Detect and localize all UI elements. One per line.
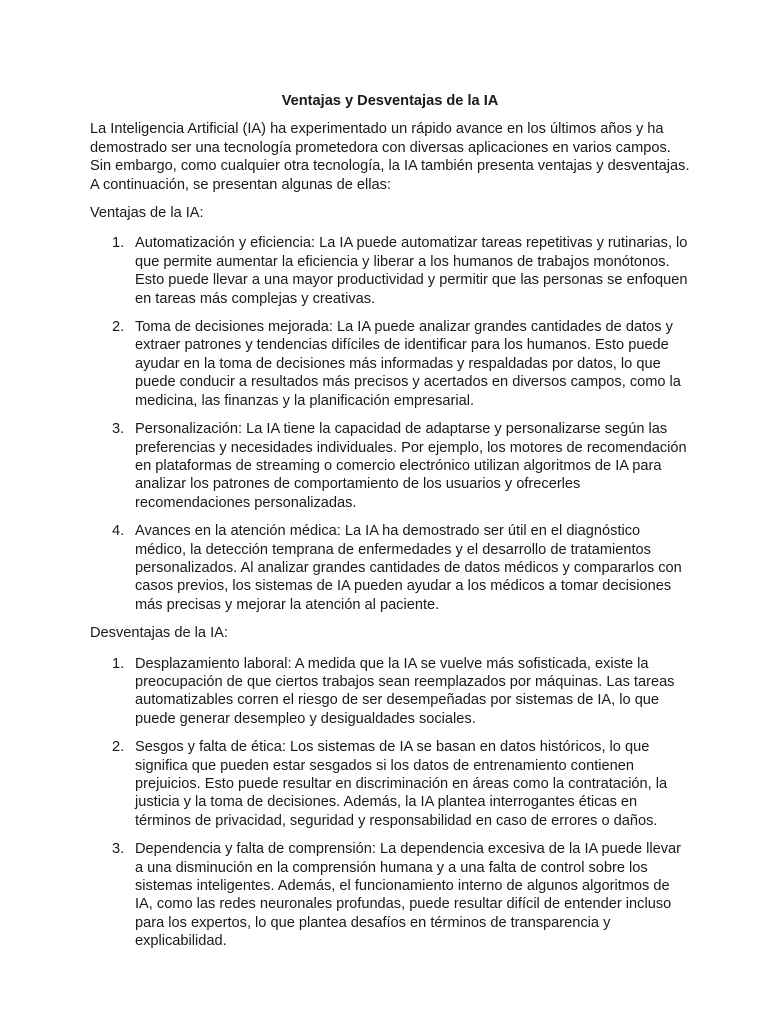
list-item-number: 2. xyxy=(112,319,125,336)
list-item-text: Toma de decisiones mejorada: La IA puede analizar grandes cantidades de datos y extraer patrones y tendencias difíciles de identificar para los humanos. Esto puede ayudar en la toma de decisiones más informadas y respaldadas por datos, lo que puede conducir a resultados más precisos y acertados en diversos campos, como la medicina, las finanzas y la planificación empresarial. xyxy=(135,319,681,409)
disadvantages-list xyxy=(90,655,690,951)
list-item xyxy=(90,318,690,410)
list-item-number: 4. xyxy=(112,523,125,540)
list-item-text: Automatización y eficiencia: La IA puede automatizar tareas repetitivas y rutinarias, lo que permite aumentar la eficiencia y liberar a los humanos de trabajos monótonos. Esto puede llevar a una mayor productividad y permitir que las personas se enfoquen en tareas más complejas y creativas. xyxy=(135,235,688,307)
list-item xyxy=(90,840,690,950)
advantages-heading: Ventajas de la IA: xyxy=(90,205,204,222)
intro-paragraph: La Inteligencia Artificial (IA) ha experimentado un rápido avance en los últimos años y ha demostrado ser una tecnología prometedora con diversas aplicaciones en varios campos. Sin embargo, como cualquier otra tecnología, la IA también presenta ventajas y desventajas. A continuación, se presentan algunas de ellas: xyxy=(90,121,690,193)
document-title: Ventajas y Desventajas de la IA xyxy=(281,93,499,109)
list-item xyxy=(90,522,690,614)
list-item-text: Dependencia y falta de comprensión: La dependencia excesiva de la IA puede llevar a una disminución en la comprensión humana y a una falta de control sobre los sistemas inteligentes. Además, el funcionamiento interno de algunos algoritmos de IA, como las redes neuronales profundas, puede resultar difícil de entender incluso para los expertos, lo que plantea desafíos en términos de transparencia y explicabilidad. xyxy=(135,841,682,950)
list-item-text: Personalización: La IA tiene la capacidad de adaptarse y personalizarse según las preferencias y necesidades individuales. Por ejemplo, los motores de recomendación en plataformas de streaming o comercio electrónico utilizan algoritmos de IA para analizar los patrones de comportamiento de los usuarios y ofrecerles recomendaciones personalizadas. xyxy=(135,421,687,511)
list-item-text: Sesgos y falta de ética: Los sistemas de IA se basan en datos históricos, lo que significa que pueden estar sesgados si los datos de entrenamiento contienen prejuicios. Esto puede resultar en discriminación en áreas como la contratación, la justicia y la toma de decisiones. Además, la IA plantea interrogantes éticas en términos de privacidad, seguridad y responsabilidad en caso de errores o daños. xyxy=(135,739,668,829)
list-item-text: Avances en la atención médica: La IA ha demostrado ser útil en el diagnóstico médico, la detección temprana de enfermedades y el desarrollo de tratamientos personalizados. Al analizar grandes cantidades de datos médicos y compararlos con casos previos, los sistemas de IA pueden ayudar a los médicos a tomar decisiones más precisas y mejorar la atención al paciente. xyxy=(135,523,682,613)
list-item xyxy=(90,234,690,308)
list-item xyxy=(90,655,690,729)
disadvantages-heading: Desventajas de la IA: xyxy=(90,625,228,642)
list-item-number: 3. xyxy=(112,421,125,438)
list-item-number: 1. xyxy=(112,235,125,252)
list-item-text: Desplazamiento laboral: A medida que la IA se vuelve más sofisticada, existe la preocupación de que ciertos trabajos sean reemplazados por máquinas. Las tareas automatizables corren el riesgo de ser desempeñadas por sistemas de IA, lo que puede generar desempleo y desigualdades sociales. xyxy=(135,655,675,727)
list-item-number: 2. xyxy=(112,739,125,756)
list-item xyxy=(90,420,690,512)
document-page xyxy=(90,92,690,961)
list-item xyxy=(90,738,690,830)
list-item-number: 3. xyxy=(112,841,125,858)
advantages-list xyxy=(90,234,690,614)
list-item-number: 1. xyxy=(112,655,125,672)
